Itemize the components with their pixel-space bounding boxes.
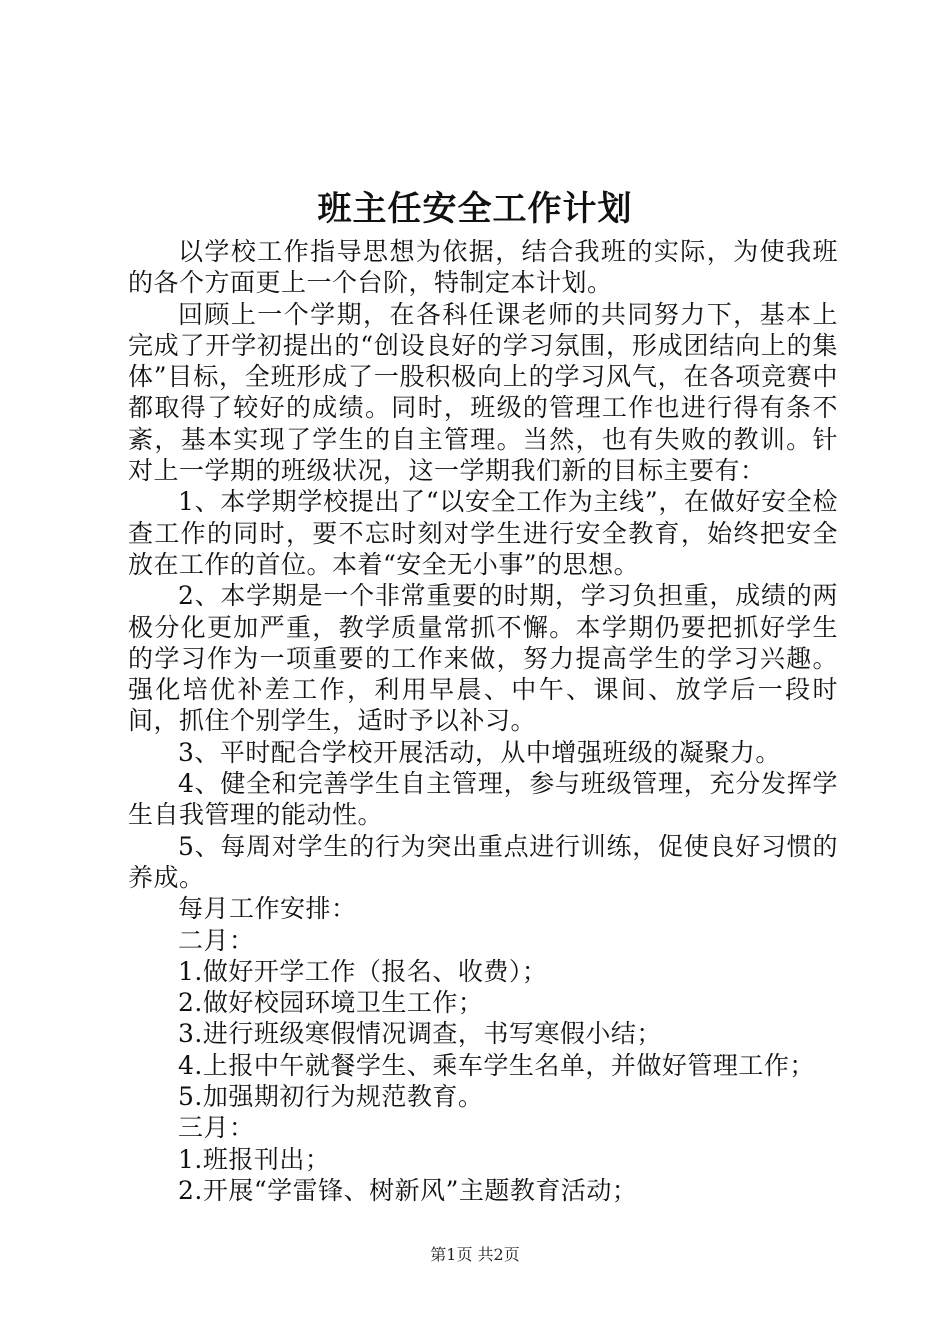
list-item: 2.开展“学雷锋、树新风”主题教育活动； (178, 1175, 638, 1205)
document-title: 班主任安全工作计划 (317, 189, 633, 229)
paragraph-intro: 以学校工作指导思想为依据，结合我班的实际，为使我班的各个方面更上一个台阶，特制定本计划。 (128, 237, 838, 298)
page-footer: 第1页 共2页 (430, 1245, 520, 1264)
paragraph-goal-4: 4、健全和完善学生自主管理，参与班级管理，充分发挥学生自我管理的能动性。 (128, 769, 838, 830)
month-heading-february: 二月： (178, 925, 255, 955)
paragraph-goal-5: 5、每周对学生的行为突出重点进行训练，促使良好习惯的养成。 (128, 831, 838, 892)
list-item: 1.班报刊出； (178, 1144, 331, 1174)
list-item: 2.做好校园环境卫生工作； (178, 988, 484, 1018)
month-heading-march: 三月： (178, 1113, 255, 1143)
list-item: 1.做好开学工作（报名、收费）； (178, 956, 548, 986)
list-item: 3.进行班级寒假情况调查，书写寒假小结； (178, 1019, 662, 1049)
paragraph-goal-1: 1、本学期学校提出了“以安全工作为主线”，在做好安全检查工作的同时，要不忘时刻对学生进行安全教育，始终把安全放在工作的首位。本着“安全无小事”的思想。 (128, 487, 838, 579)
document-body (128, 236, 838, 1206)
monthly-plan-heading: 每月工作安排： (178, 894, 357, 924)
list-item: 4.上报中午就餐学生、乘车学生名单，并做好管理工作； (178, 1050, 815, 1080)
paragraph-goal-2: 2、本学期是一个非常重要的时期，学习负担重，成绩的两极分化更加严重，教学质量常抓不懈。本学期仍要把抓好学生的学习作为一项重要的工作来做，努力提高学生的学习兴趣。强化培优补差工作，利用早晨、中午、课间、放学后一段时间，抓住个别学生，适时予以补习。 (128, 581, 838, 736)
paragraph-review: 回顾上一个学期，在各科任课老师的共同努力下，基本上完成了开学初提出的“创设良好的学习氛围，形成团结向上的集体”目标，全班形成了一股积极向上的学习风气，在各项竞赛中都取得了较好的成绩。同时，班级的管理工作也进行得有条不紊，基本实现了学生的自主管理。当然，也有失败的教训。针对上一学期的班级状况，这一学期我们新的目标主要有： (128, 299, 838, 486)
list-item: 5.加强期初行为规范教育。 (178, 1082, 484, 1112)
paragraph-goal-3: 3、平时配合学校开展活动，从中增强班级的凝聚力。 (178, 737, 781, 767)
